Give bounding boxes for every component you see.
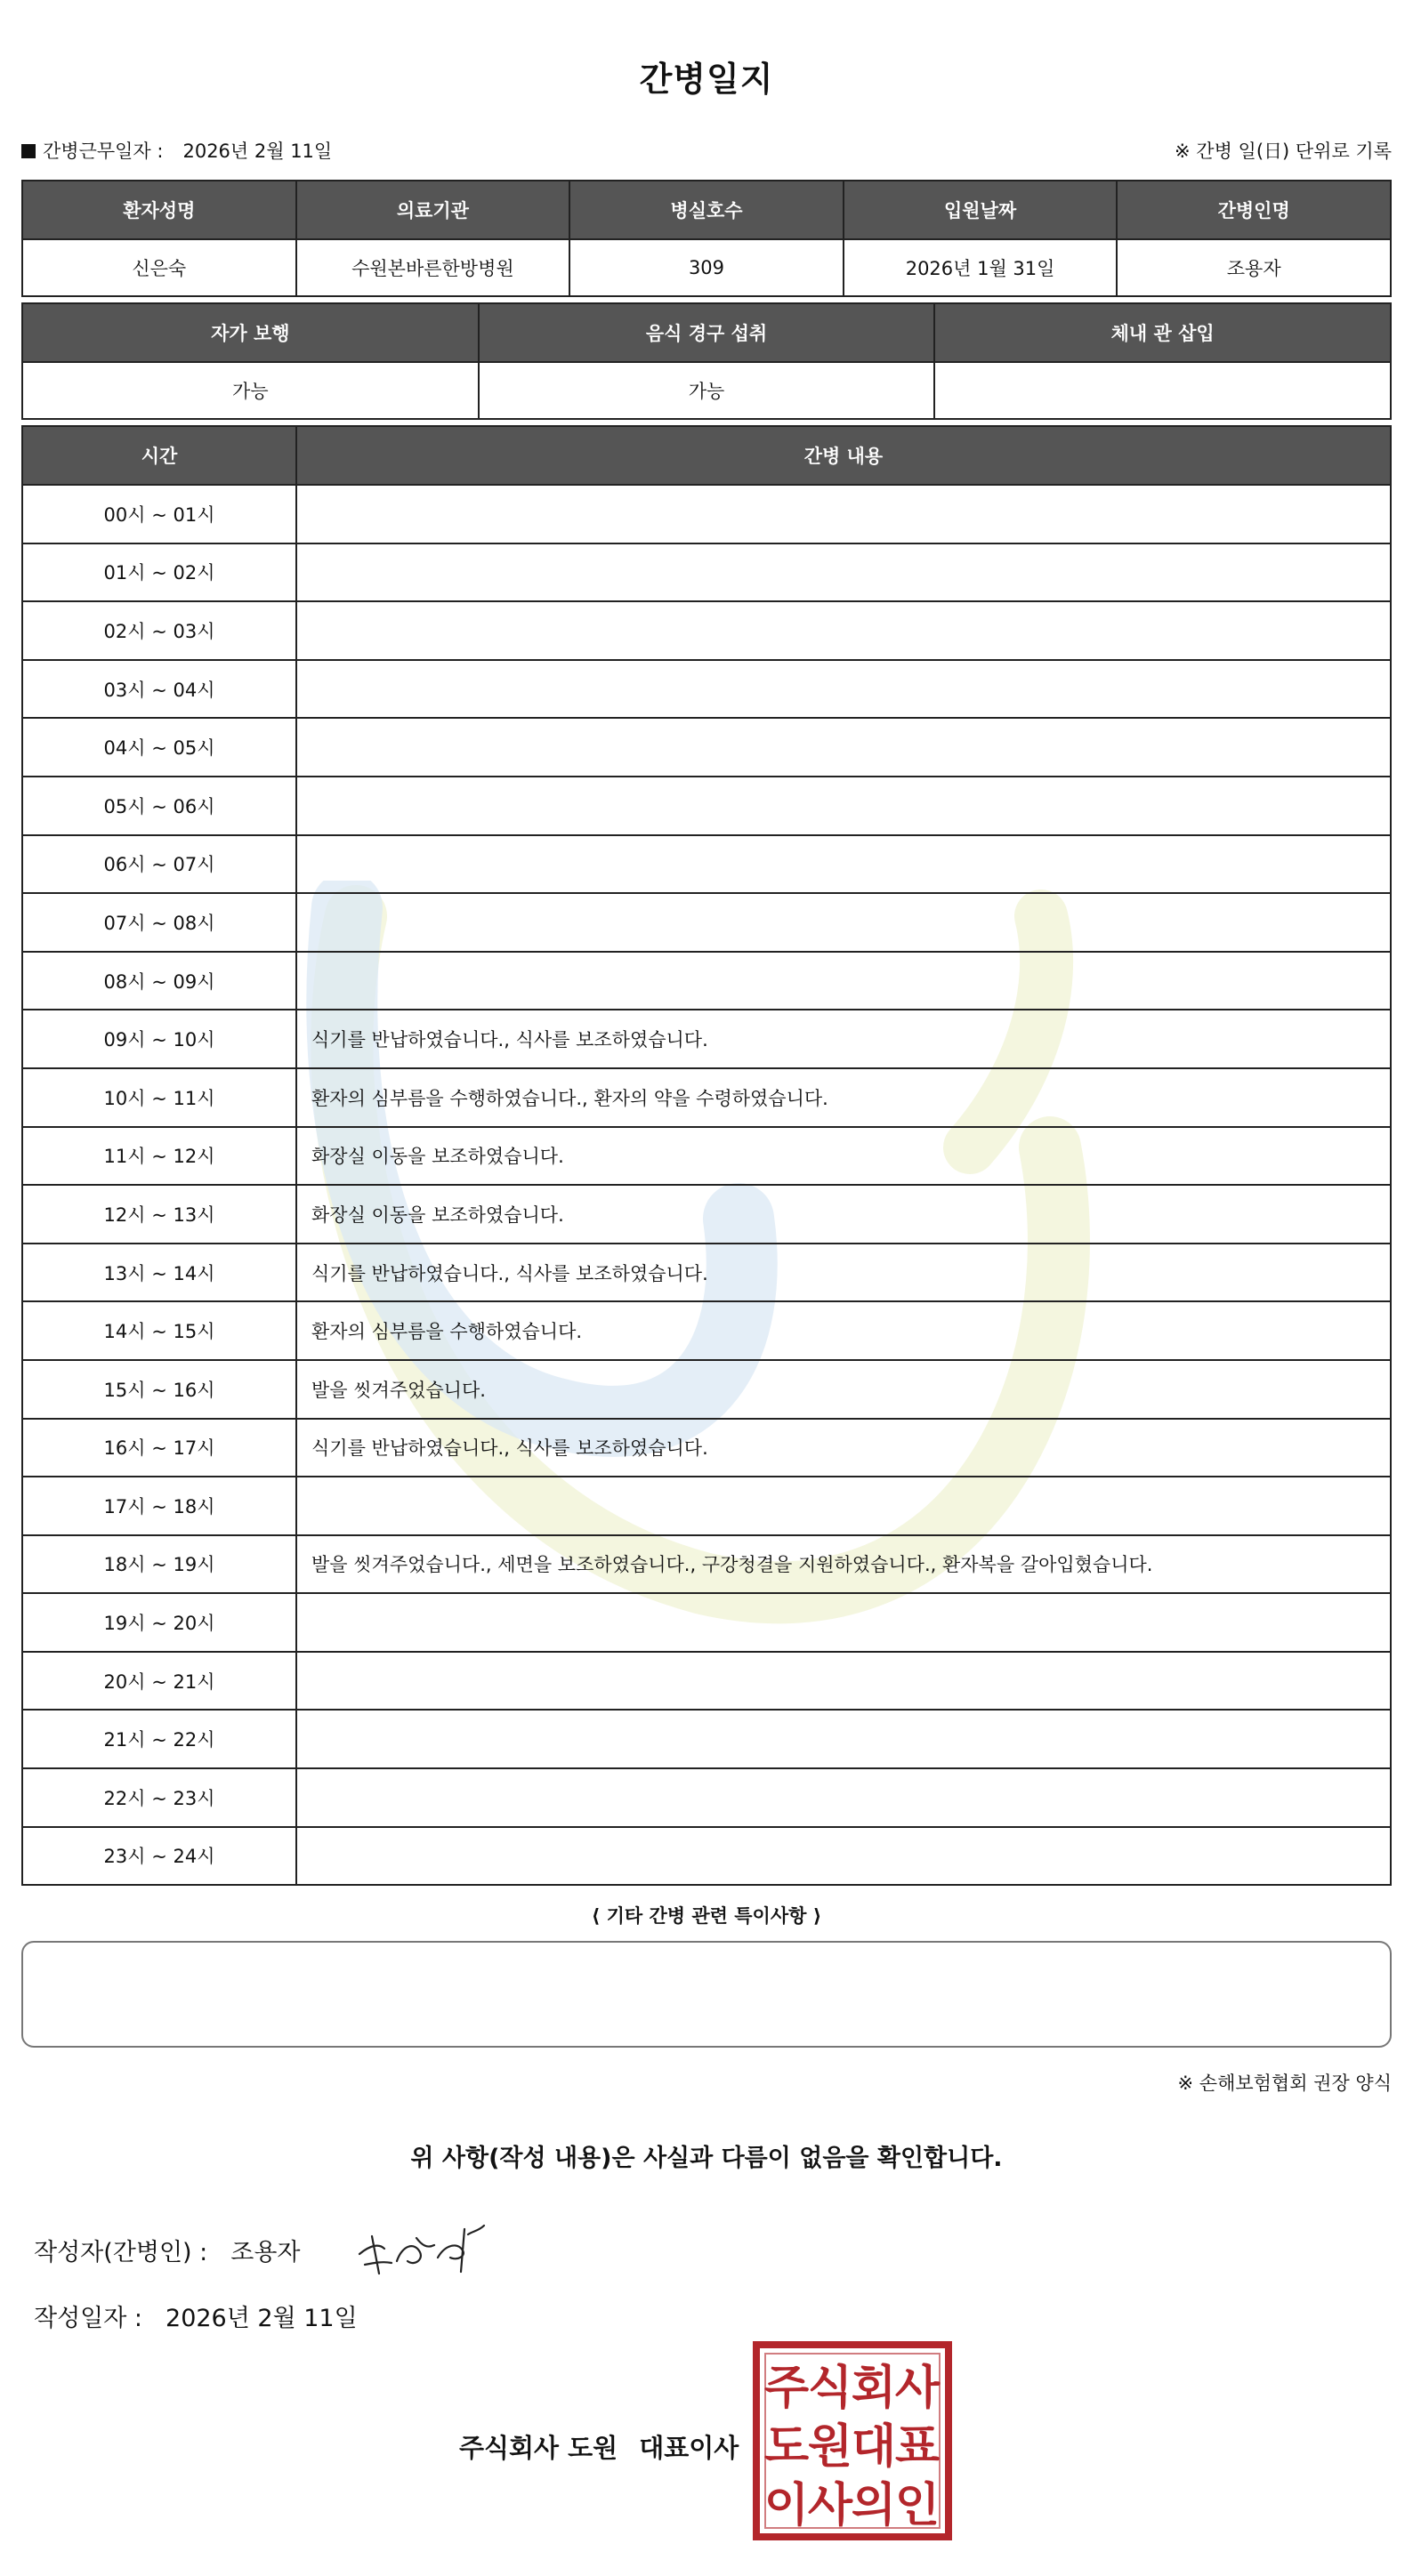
table-row <box>22 1593 1391 1652</box>
time-slot: 17시 ~ 18시 <box>22 1477 296 1535</box>
table-row <box>22 1535 1391 1594</box>
work-date-label: 간병근무일자 : <box>43 141 164 162</box>
room-number: 309 <box>569 239 844 296</box>
remarks-box <box>21 1941 1392 2048</box>
hourly-header-row <box>22 426 1391 485</box>
seal-glyph: 사 <box>807 2479 853 2532</box>
written-date-line <box>34 2298 358 2333</box>
recommend-note: ※ 손해보험협회 권장 양식 <box>1177 2073 1392 2094</box>
care-content <box>296 1710 1391 1768</box>
time-slot: 00시 ~ 01시 <box>22 485 296 543</box>
table-row <box>22 1185 1391 1244</box>
hourly-rows <box>22 485 1391 1885</box>
seal-glyph: 사 <box>894 2362 941 2415</box>
seal-glyph: 대 <box>851 2420 897 2474</box>
table-row <box>22 1419 1391 1477</box>
table-row <box>22 1827 1391 1886</box>
seal-glyph: 식 <box>807 2362 853 2415</box>
header-patient-name: 환자성명 <box>22 181 296 239</box>
care-content: 환자의 심부름을 수행하였습니다., 환자의 약을 수령하였습니다. <box>296 1068 1391 1127</box>
writer-label: 작성자(간병인) : <box>34 2239 208 2266</box>
header-tube-insertion: 체내 관 삽입 <box>934 303 1391 362</box>
header-time: 시간 <box>22 426 296 485</box>
company-seal-stamp <box>753 2341 952 2540</box>
time-slot: 02시 ~ 03시 <box>22 601 296 660</box>
status-header-row <box>22 303 1391 362</box>
patient-info-header-row <box>22 181 1391 239</box>
table-row <box>22 1301 1391 1360</box>
time-slot: 22시 ~ 23시 <box>22 1768 296 1827</box>
written-date-label: 작성일자 : <box>34 2305 143 2332</box>
medical-institution: 수원본바른한방병원 <box>296 239 570 296</box>
care-content <box>296 1593 1391 1652</box>
time-slot: 13시 ~ 14시 <box>22 1244 296 1302</box>
table-row <box>22 952 1391 1010</box>
table-row <box>22 1477 1391 1535</box>
hourly-care-table <box>21 425 1392 1886</box>
writer-name: 조용자 <box>230 2239 301 2266</box>
admission-date: 2026년 1월 31일 <box>844 239 1118 296</box>
seal-glyph: 주 <box>763 2362 810 2415</box>
seal-glyph: 인 <box>894 2479 941 2532</box>
header-self-walking: 자가 보행 <box>22 303 479 362</box>
seal-glyph: 표 <box>894 2420 941 2474</box>
square-bullet-icon <box>21 144 36 158</box>
seal-glyph: 의 <box>851 2479 897 2532</box>
care-content <box>296 1768 1391 1827</box>
oral-intake-value: 가능 <box>479 362 935 419</box>
seal-glyph: 이 <box>763 2479 810 2532</box>
work-date <box>21 137 332 164</box>
care-content <box>296 1827 1391 1886</box>
time-slot: 16시 ~ 17시 <box>22 1419 296 1477</box>
caregiver-name: 조용자 <box>1117 239 1391 296</box>
care-content <box>296 1652 1391 1711</box>
time-slot: 23시 ~ 24시 <box>22 1827 296 1886</box>
unit-note: ※ 간병 일(日) 단위로 기록 <box>1175 141 1392 162</box>
company-name: 주식회사 도원 <box>459 2433 618 2463</box>
care-content: 식기를 반납하였습니다., 식사를 보조하였습니다. <box>296 1419 1391 1477</box>
table-row <box>22 601 1391 660</box>
time-slot: 11시 ~ 12시 <box>22 1127 296 1186</box>
table-row <box>22 1010 1391 1068</box>
patient-info-table <box>21 180 1392 297</box>
patient-status-table <box>21 302 1392 420</box>
care-content: 발을 씻겨주었습니다., 세면을 보조하였습니다., 구강청결을 지원하였습니다., 환자복을 갈아입혔습니다. <box>296 1535 1391 1594</box>
confirmation-statement: 위 사항(작성 내용)은 사실과 다름이 없음을 확인합니다. <box>410 2145 1003 2172</box>
time-slot: 01시 ~ 02시 <box>22 543 296 602</box>
company-role: 대표이사 <box>639 2433 739 2463</box>
written-date-value: 2026년 2월 11일 <box>166 2305 358 2332</box>
care-content <box>296 485 1391 543</box>
remarks-title: ⟨ 기타 간병 관련 특이사항 ⟩ <box>591 1905 822 1927</box>
header-admission-date: 입원날짜 <box>844 181 1118 239</box>
patient-name: 신은숙 <box>22 239 296 296</box>
header-room-number: 병실호수 <box>569 181 844 239</box>
care-content: 식기를 반납하였습니다., 식사를 보조하였습니다. <box>296 1244 1391 1302</box>
care-content <box>296 777 1391 835</box>
time-slot: 10시 ~ 11시 <box>22 1068 296 1127</box>
document-title: 간병일지 <box>639 60 774 99</box>
care-content: 발을 씻겨주었습니다. <box>296 1360 1391 1419</box>
seal-glyph: 회 <box>851 2362 897 2415</box>
handwritten-signature <box>352 2218 495 2281</box>
time-slot: 05시 ~ 06시 <box>22 777 296 835</box>
table-row <box>22 777 1391 835</box>
header-medical-institution: 의료기관 <box>296 181 570 239</box>
table-row <box>22 1652 1391 1711</box>
table-row <box>22 1127 1391 1186</box>
care-content: 환자의 심부름을 수행하였습니다. <box>296 1301 1391 1360</box>
company-line <box>459 2428 739 2465</box>
time-slot: 09시 ~ 10시 <box>22 1010 296 1068</box>
time-slot: 08시 ~ 09시 <box>22 952 296 1010</box>
care-content <box>296 660 1391 719</box>
care-content <box>296 952 1391 1010</box>
time-slot: 03시 ~ 04시 <box>22 660 296 719</box>
time-slot: 19시 ~ 20시 <box>22 1593 296 1652</box>
table-row <box>22 543 1391 602</box>
care-content <box>296 1477 1391 1535</box>
table-row <box>22 660 1391 719</box>
status-value-row <box>22 362 1391 419</box>
care-content <box>296 543 1391 602</box>
time-slot: 18시 ~ 19시 <box>22 1535 296 1594</box>
table-row <box>22 718 1391 777</box>
work-date-value: 2026년 2월 11일 <box>182 141 333 162</box>
care-content <box>296 601 1391 660</box>
time-slot: 21시 ~ 22시 <box>22 1710 296 1768</box>
time-slot: 12시 ~ 13시 <box>22 1185 296 1244</box>
care-content <box>296 893 1391 952</box>
time-slot: 07시 ~ 08시 <box>22 893 296 952</box>
table-row <box>22 835 1391 894</box>
header-oral-intake: 음식 경구 섭취 <box>479 303 935 362</box>
time-slot: 15시 ~ 16시 <box>22 1360 296 1419</box>
care-content <box>296 718 1391 777</box>
time-slot: 14시 ~ 15시 <box>22 1301 296 1360</box>
table-row <box>22 1768 1391 1827</box>
patient-info-value-row <box>22 239 1391 296</box>
table-row <box>22 1068 1391 1127</box>
care-content <box>296 835 1391 894</box>
seal-glyph: 원 <box>807 2420 853 2474</box>
care-content: 화장실 이동을 보조하였습니다. <box>296 1127 1391 1186</box>
tube-insertion-value <box>934 362 1391 419</box>
table-row <box>22 1244 1391 1302</box>
table-row <box>22 893 1391 952</box>
time-slot: 04시 ~ 05시 <box>22 718 296 777</box>
table-row <box>22 1360 1391 1419</box>
table-row <box>22 485 1391 543</box>
time-slot: 20시 ~ 21시 <box>22 1652 296 1711</box>
time-slot: 06시 ~ 07시 <box>22 835 296 894</box>
writer-line <box>34 2233 301 2267</box>
header-caregiver-name: 간병인명 <box>1117 181 1391 239</box>
care-content: 식기를 반납하였습니다., 식사를 보조하였습니다. <box>296 1010 1391 1068</box>
self-walking-value: 가능 <box>22 362 479 419</box>
care-content: 화장실 이동을 보조하였습니다. <box>296 1185 1391 1244</box>
header-care-content: 간병 내용 <box>296 426 1391 485</box>
table-row <box>22 1710 1391 1768</box>
seal-glyph: 도 <box>763 2420 810 2474</box>
